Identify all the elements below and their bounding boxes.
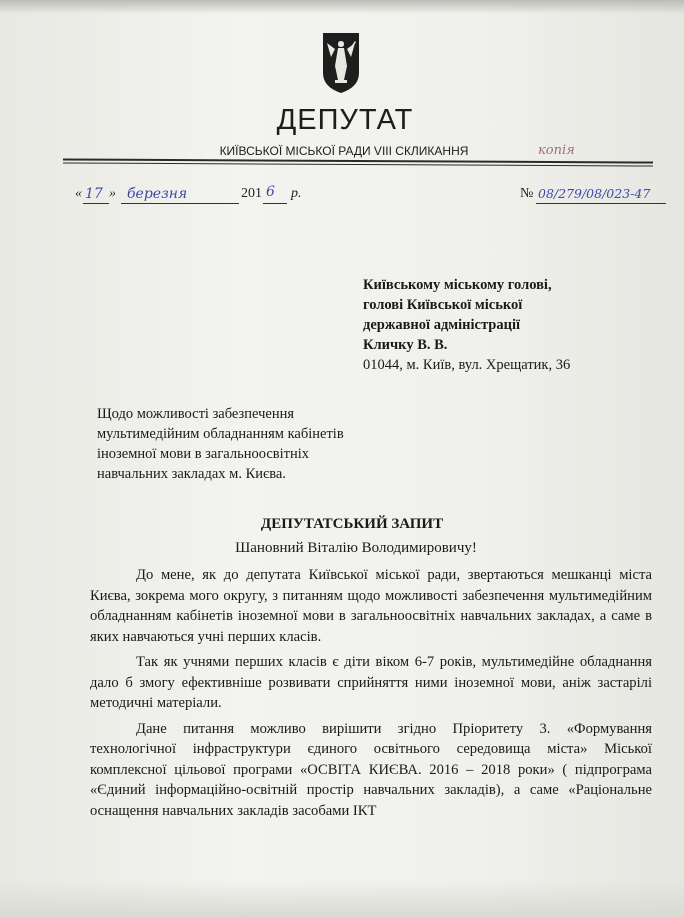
kyiv-coat-of-arms-icon: [321, 31, 361, 95]
subject-block: [97, 404, 344, 484]
date-year-prefix: 201: [241, 186, 262, 201]
addressee-block: [363, 275, 570, 375]
date-quote-open: «: [75, 186, 82, 201]
request-heading: ДЕПУТАТСЬКИЙ ЗАПИТ: [260, 516, 444, 532]
date-quote-close: »: [109, 186, 116, 201]
subject-line: навчальних закладах м. Києва.: [97, 466, 286, 482]
body-paragraph: До мене, як до депутата Київської міської ради, звертаються мешканці міста Києва, зокрема мого округу, з питанням щодо можливості забезпечення мультимедійним обладнанням кабінетів іноземної мови в загальноосвітніх навчальних закладах, а саме в яких навчаються учні перших класів.: [90, 567, 652, 645]
document-number: 08/279/08/023-47: [538, 186, 651, 201]
subject-line: Щодо можливості забезпечення: [97, 406, 295, 422]
subject-line: іноземної мови в загальноосвітніх: [97, 446, 309, 462]
number-sign: №: [520, 186, 534, 201]
addressee-address: 01044, м. Київ, вул. Хрещатик, 36: [363, 357, 571, 373]
document-number-line: [520, 186, 670, 208]
number-underline: [536, 203, 666, 204]
day-underline: [83, 203, 109, 204]
page-shadow: [0, 0, 684, 14]
date-month: березня: [127, 186, 188, 202]
letter-body: [90, 565, 652, 821]
addressee-line: голові Київської міської: [363, 297, 523, 313]
date-year-digit: 6: [266, 184, 275, 200]
page-bottom-shade: [0, 880, 684, 918]
addressee-line: державної адміністрації: [363, 317, 521, 333]
deputy-title: ДЕПУТАТ: [276, 104, 414, 136]
date-day: 17: [85, 186, 103, 202]
body-paragraph: Так як учнями перших класів є діти віком 6-7 років, мультимедійне обладнання дало б змогу ефективніше розвивати сприйняття ними іноземної мови, аніж застарілі методичні матеріали.: [90, 654, 652, 711]
subject-line: мультимедійним обладнанням кабінетів: [97, 426, 344, 442]
date-line: [75, 186, 335, 208]
body-paragraph: Дане питання можливо вирішити згідно Пріоритету 3. «Формування технологічної інфраструктури єдиного освітнього середовища міста» Міської комплексної цільової програми «ОСВІТА КИЄВА. 2016 – 2018 роки» ( підпрограма «Єдиний інформаційно-освітній простір навчальних закладів), а саме «Раціональне оснащення навчальних закладів засобами ІКТ: [90, 720, 652, 819]
addressee-line: Київському міському голові,: [363, 277, 552, 293]
year-underline: [263, 203, 287, 204]
greeting: Шановний Віталію Володимировичу!: [235, 540, 477, 556]
date-suffix: р.: [291, 186, 302, 201]
addressee-line: Кличку В. В.: [363, 337, 448, 353]
council-subtitle: КИЇВСЬКОЇ МІСЬКОЇ РАДИ VIII СКЛИКАННЯ: [219, 144, 469, 158]
month-underline: [121, 203, 239, 204]
copy-stamp: копія: [538, 143, 575, 158]
